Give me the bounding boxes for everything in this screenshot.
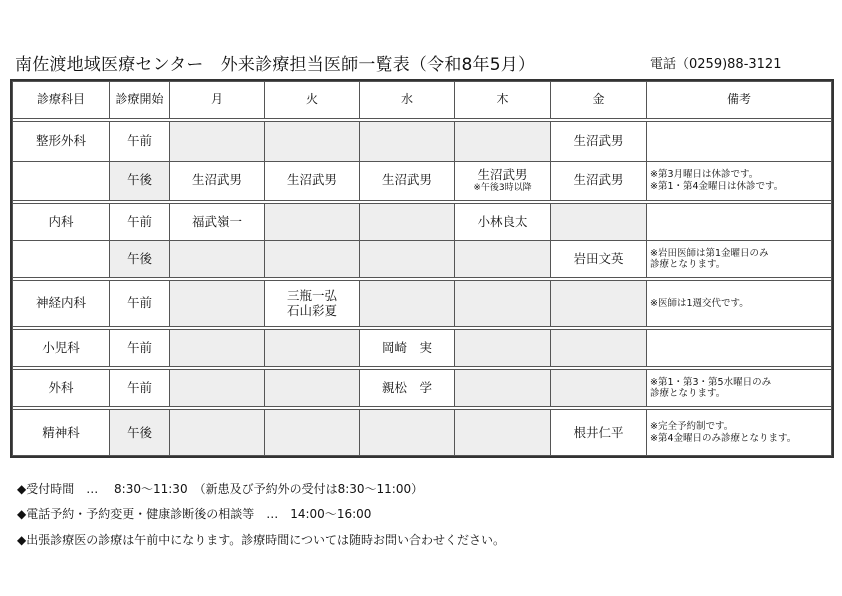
fri-cell: 岩田文英 [551,241,647,278]
doctor-name: 三瓶一弘 [286,288,337,304]
mon-cell [170,329,265,366]
notes-cell [647,410,832,456]
footer-reception-hours: ◆受付時間 … 8:30～11:30 （新患及び予約外の受付は8:30～11:00） [17,482,424,496]
page-title: 南佐渡地域医療センター 外来診療担当医師一覧表（令和8年5月） [15,55,536,75]
start-cell: 午前 [110,122,170,161]
footer-remote-note: ◆出張診療医の診療は午前中になります。診療時間については随時お問い合わせください。 [17,533,506,547]
table-row [13,329,832,366]
notes-cell [647,241,832,278]
doctor-name: 生沼武男 [477,166,528,182]
start-cell: 午後 [110,161,170,200]
start-cell: 午前 [110,203,170,240]
doctor-time-note: ※午後3時以降 [473,183,532,194]
start-cell: 午前 [110,329,170,366]
thu-cell [455,329,551,366]
mon-cell [170,281,265,326]
thu-cell [455,241,551,278]
notes-cell [647,281,832,326]
tue-cell [265,281,360,326]
thu-cell [455,281,551,326]
table-row [13,281,832,326]
wed-cell [360,203,455,240]
dept-cell [13,241,110,278]
notes-cell [647,329,832,366]
col-header-notes: 備考 [647,82,832,119]
note-line: ※完全予約制です。 [650,421,734,433]
notes-cell [647,370,832,407]
wed-cell [360,122,455,161]
schedule-table-frame [10,79,834,458]
dept-cell: 内科 [13,203,110,240]
mon-cell: 生沼武男 [170,161,265,200]
table-row [13,410,832,456]
notes-cell [647,122,832,161]
doctor-name: 石山彩夏 [286,302,337,318]
wed-cell: 親松 学 [360,370,455,407]
tue-cell: 生沼武男 [265,161,360,200]
note-line: 診療となります。 [650,259,726,271]
mon-cell: 福武嶺一 [170,203,265,240]
mon-cell [170,122,265,161]
table-row [13,370,832,407]
table-row [13,161,832,200]
mon-cell [170,410,265,456]
dept-cell: 精神科 [13,410,110,456]
col-header-mon: 月 [170,82,265,119]
start-cell: 午前 [110,370,170,407]
notes-cell [647,203,832,240]
wed-cell [360,410,455,456]
thu-cell [455,410,551,456]
mon-cell [170,370,265,407]
table-row [13,203,832,240]
tue-cell [265,241,360,278]
mon-cell [170,241,265,278]
wed-cell [360,281,455,326]
start-cell: 午後 [110,241,170,278]
tue-cell [265,122,360,161]
table-row [13,122,832,161]
fri-cell [551,370,647,407]
table-header-row [13,82,832,119]
fri-cell: 生沼武男 [551,122,647,161]
dept-cell: 整形外科 [13,122,110,161]
col-header-tue: 火 [265,82,360,119]
note-line: ※医師は1週交代です。 [650,297,749,309]
note-line: ※第3月曜日は休診です。 [650,169,759,181]
start-cell: 午前 [110,281,170,326]
col-header-thu: 木 [455,82,551,119]
tue-cell [265,203,360,240]
note-line: ※第4金曜日のみ診療となります。 [650,432,797,444]
fri-cell: 根井仁平 [551,410,647,456]
wed-cell: 岡崎 実 [360,329,455,366]
col-header-start: 診療開始 [110,82,170,119]
note-line: ※岩田医師は第1金曜日のみ [650,247,769,259]
col-header-fri: 金 [551,82,647,119]
tue-cell [265,410,360,456]
fri-cell: 生沼武男 [551,161,647,200]
tue-cell [265,329,360,366]
dept-cell [13,161,110,200]
tue-cell [265,370,360,407]
dept-cell: 神経内科 [13,281,110,326]
start-cell: 午後 [110,410,170,456]
col-header-dept: 診療科目 [13,82,110,119]
dept-cell: 外科 [13,370,110,407]
table-row [13,241,832,278]
note-line: ※第1・第3・第5水曜日のみ [650,376,772,388]
wed-cell [360,241,455,278]
fri-cell [551,329,647,366]
col-header-wed: 水 [360,82,455,119]
thu-cell [455,122,551,161]
thu-cell: 小林良太 [455,203,551,240]
notes-cell [647,161,832,200]
footer-phone-hours: ◆電話予約・予約変更・健康診断後の相談等 … 14:00～16:00 [17,507,372,521]
fri-cell [551,203,647,240]
schedule-table [12,81,832,456]
fri-cell [551,281,647,326]
thu-cell [455,370,551,407]
wed-cell: 生沼武男 [360,161,455,200]
note-line: 診療となります。 [650,388,726,400]
phone-number: 電話（0259)88-3121 [650,57,782,72]
thu-cell [455,161,551,200]
dept-cell: 小児科 [13,329,110,366]
note-line: ※第1・第4金曜日は休診です。 [650,180,784,192]
